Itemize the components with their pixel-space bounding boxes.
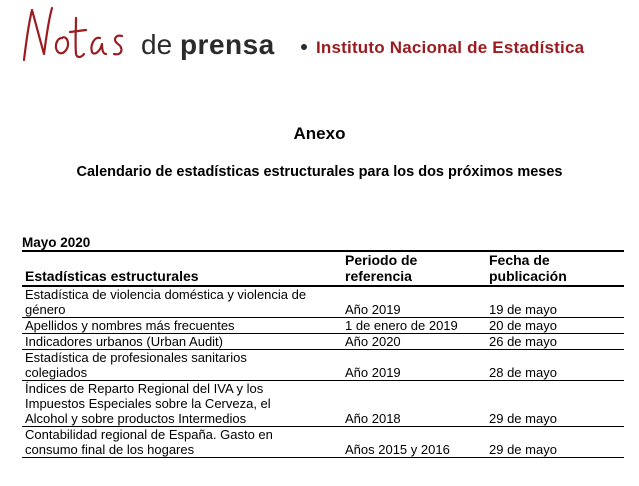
stat-period: Año 2018: [340, 381, 484, 427]
stat-line: género: [25, 302, 66, 317]
table-row: [22, 381, 624, 427]
stat-line: Índices de Reparto Regional del IVA y los: [25, 381, 264, 396]
stat-date: 29 de mayo: [484, 427, 624, 458]
header-period-line1: Periodo de: [345, 252, 418, 268]
header-period: [340, 252, 484, 286]
table-header-row: [22, 252, 624, 286]
press-header: [0, 0, 639, 70]
page-subtitle: Calendario de estadísticas estructurales para los dos próximos meses: [76, 164, 563, 180]
table-row: [22, 350, 624, 381]
month-label: Mayo 2020: [22, 235, 91, 250]
stat-period: Año 2020: [340, 334, 484, 350]
stat-line: consumo final de los hogares: [25, 442, 195, 457]
header-date-line1: Fecha de: [489, 252, 550, 268]
table-row: [22, 318, 624, 334]
stat-name: [22, 427, 340, 458]
stat-name: [22, 334, 340, 350]
stat-line: Indicadores urbanos (Urban Audit): [25, 334, 224, 349]
stat-line: Contabilidad regional de España. Gasto en: [25, 427, 273, 442]
header-statistics: [22, 252, 340, 286]
stat-date: 19 de mayo: [484, 286, 624, 318]
page-title: Anexo: [293, 124, 346, 143]
de-prensa-wordmark: [141, 30, 275, 60]
stat-date: 26 de mayo: [484, 334, 624, 350]
stat-period: Año 2019: [340, 286, 484, 318]
separator-dot-icon: [301, 44, 307, 50]
institute-name: Instituto Nacional de Estadística: [316, 38, 585, 57]
stat-line: Estadística de profesionales sanitarios: [25, 350, 247, 365]
table-row: [22, 286, 624, 318]
stat-line: colegiados: [25, 365, 88, 380]
header-date-line2: publicación: [489, 268, 567, 284]
notas-logo: [18, 4, 138, 66]
header-date: [484, 252, 624, 286]
stat-period: Año 2019: [340, 350, 484, 381]
stat-date: 20 de mayo: [484, 318, 624, 334]
stat-line: Apellidos y nombres más frecuentes: [25, 318, 235, 333]
table-row: [22, 427, 624, 458]
stat-name: [22, 350, 340, 381]
stats-calendar-table: [22, 252, 624, 458]
header-period-line2: referencia: [345, 268, 412, 284]
table-row: [22, 334, 624, 350]
stat-date: 29 de mayo: [484, 381, 624, 427]
stat-period: 1 de enero de 2019: [340, 318, 484, 334]
de-text: de: [141, 29, 173, 60]
stat-date: 28 de mayo: [484, 350, 624, 381]
header-statistics-label: Estadísticas estructurales: [25, 268, 199, 284]
stat-name: [22, 381, 340, 427]
stat-line: Impuestos Especiales sobre la Cerveza, el: [25, 396, 271, 411]
stat-line: Estadística de violencia doméstica y violencia de: [25, 287, 307, 302]
stat-line: Alcohol y sobre productos Intermedios: [25, 411, 247, 426]
stat-period: Años 2015 y 2016: [340, 427, 484, 458]
prensa-text: prensa: [179, 29, 275, 60]
stat-name: [22, 286, 340, 318]
stat-name: [22, 318, 340, 334]
